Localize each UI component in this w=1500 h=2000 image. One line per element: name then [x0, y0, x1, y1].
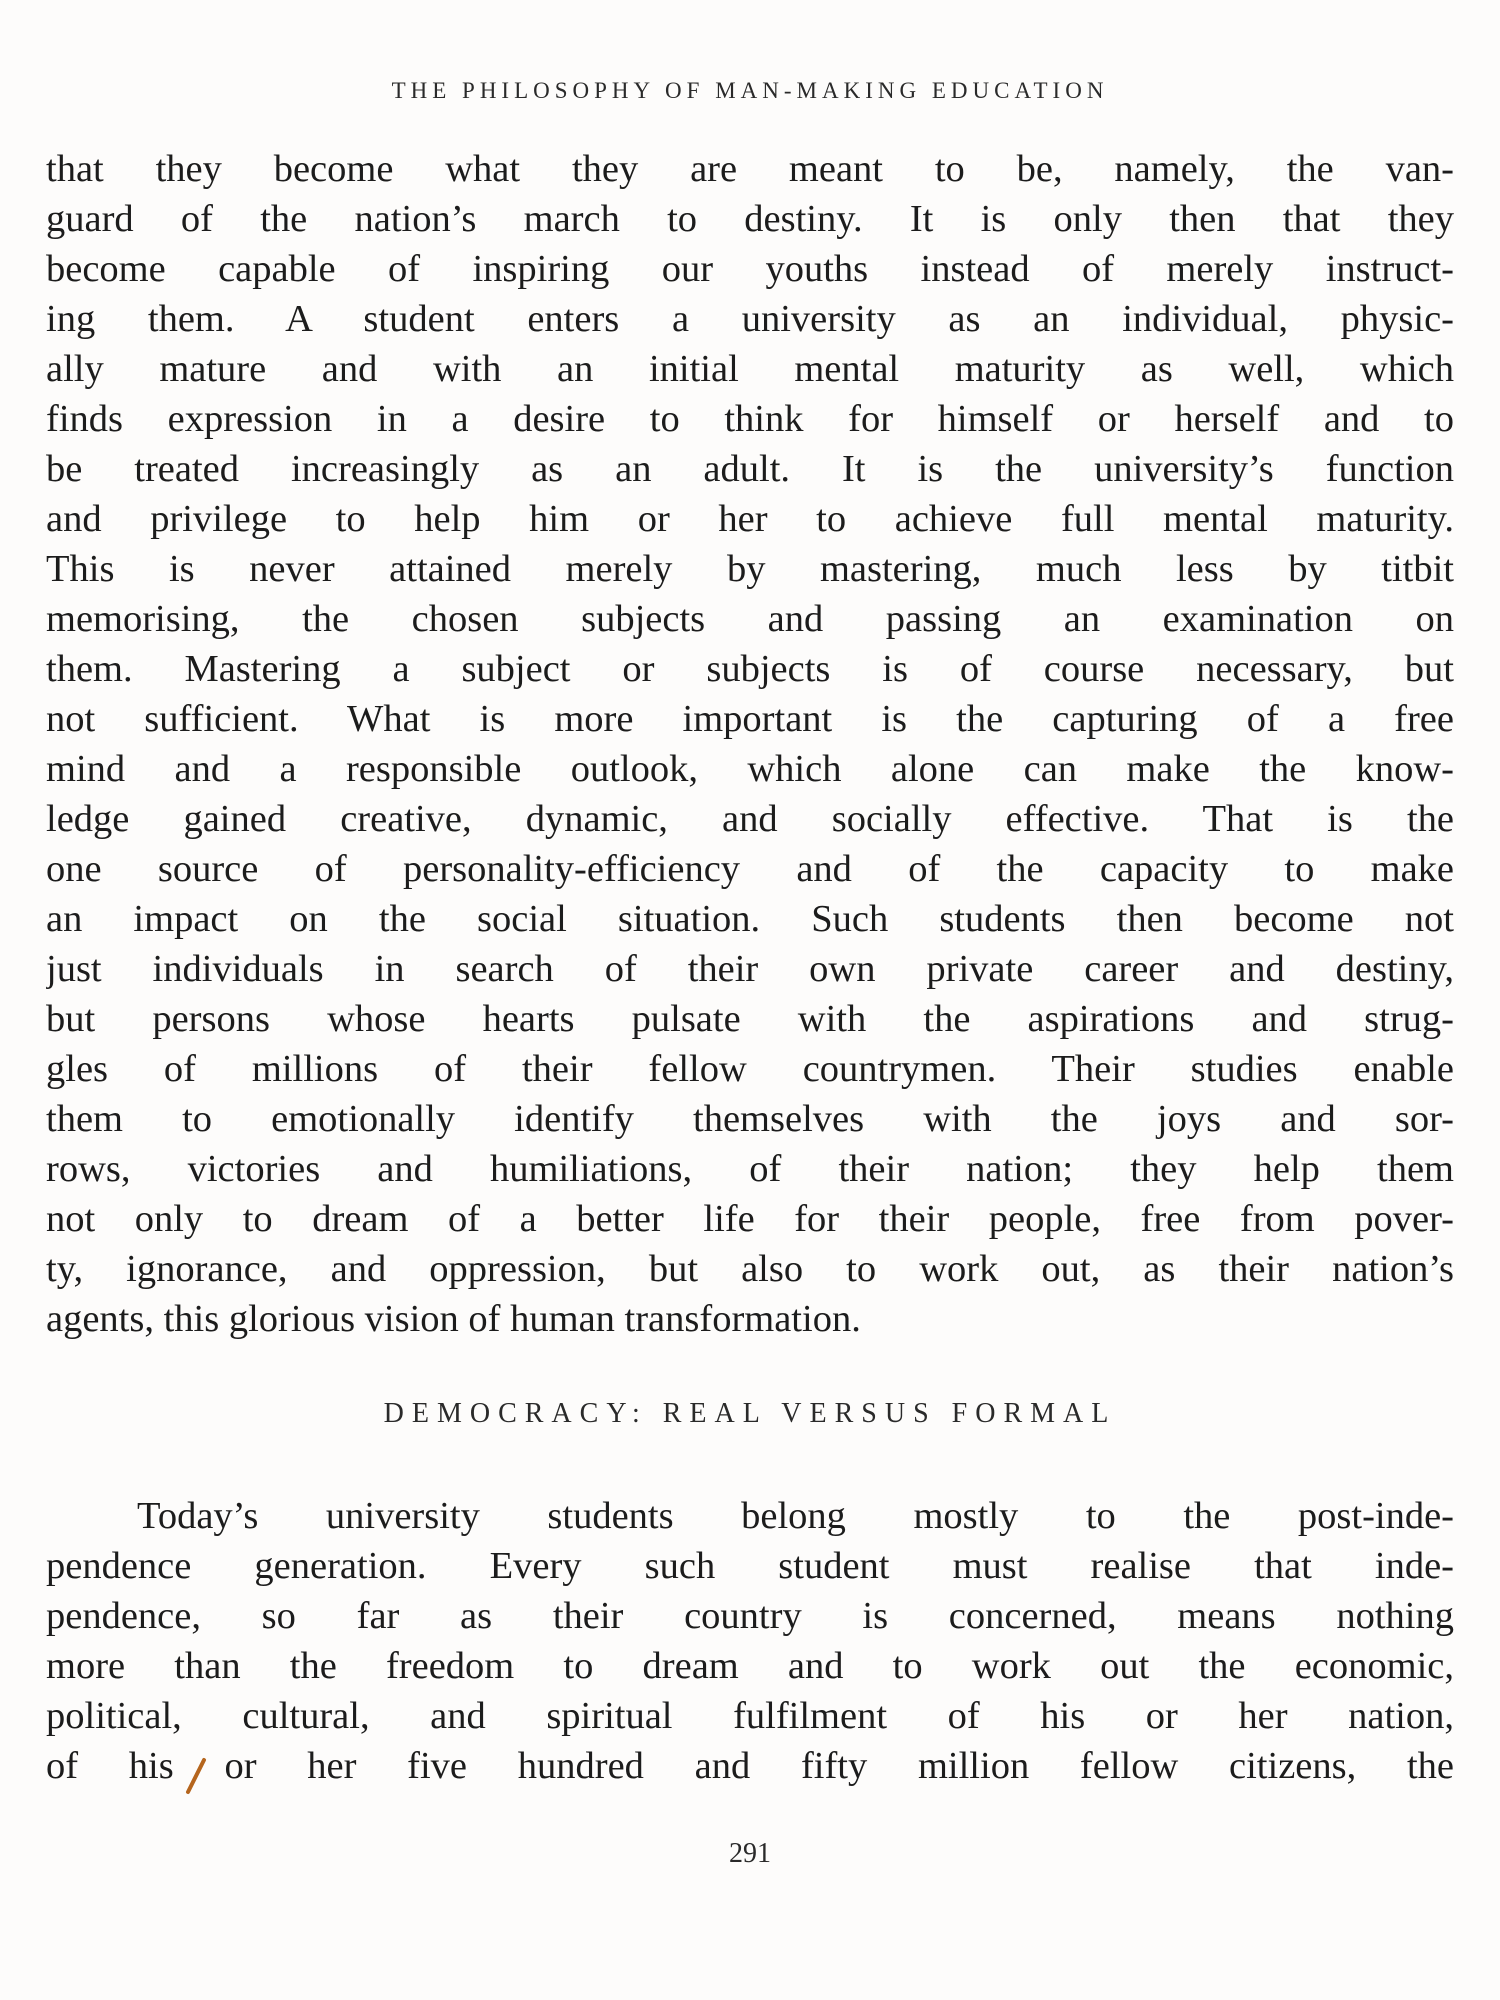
- text-line: ledge gained creative, dynamic, and socially effective. That is the: [46, 798, 1454, 840]
- running-head: THE PHILOSOPHY OF MAN-MAKING EDUCATION: [391, 78, 1109, 103]
- text-line: become capable of inspiring our youths instead of merely instruct-: [46, 248, 1454, 290]
- pencil-mark-icon: [180, 1756, 210, 1796]
- text-line: more than the freedom to dream and to work out the economic,: [46, 1645, 1454, 1687]
- text-line: them. Mastering a subject or subjects is of course necessary, but: [46, 648, 1454, 690]
- text-line: pendence generation. Every such student must realise that inde-: [46, 1545, 1454, 1587]
- text-line: of his or her five hundred and fifty million fellow citizens, the: [46, 1745, 1454, 1787]
- text-line: pendence, so far as their country is concerned, means nothing: [46, 1595, 1454, 1637]
- text-line: but persons whose hearts pulsate with the aspirations and strug-: [46, 998, 1454, 1040]
- text-line: and privilege to help him or her to achieve full mental maturity.: [46, 498, 1454, 540]
- text-line: Today’s university students belong mostly to the post-inde-: [137, 1495, 1454, 1537]
- text-line: that they become what they are meant to be, namely, the van-: [46, 148, 1454, 190]
- text-line: guard of the nation’s march to destiny. It is only then that they: [46, 198, 1454, 240]
- text-line: memorising, the chosen subjects and passing an examination on: [46, 598, 1454, 640]
- text-line: political, cultural, and spiritual fulfilment of his or her nation,: [46, 1695, 1454, 1737]
- text-line: gles of millions of their fellow countrymen. Their studies enable: [46, 1048, 1454, 1090]
- text-line: finds expression in a desire to think for himself or herself and to: [46, 398, 1454, 440]
- text-line: ty, ignorance, and oppression, but also to work out, as their nation’s: [46, 1248, 1454, 1290]
- text-line: agents, this glorious vision of human transformation.: [46, 1298, 861, 1340]
- text-line: just individuals in search of their own private career and destiny,: [46, 948, 1454, 990]
- section-heading: DEMOCRACY: REAL VERSUS FORMAL: [383, 1398, 1117, 1429]
- text-line: an impact on the social situation. Such students then become not: [46, 898, 1454, 940]
- text-line: one source of personality-efficiency and of the capacity to make: [46, 848, 1454, 890]
- paragraph-1: [46, 144, 1454, 1344]
- text-line: This is never attained merely by mastering, much less by titbit: [46, 548, 1454, 590]
- text-line: not only to dream of a better life for their people, free from pover-: [46, 1198, 1454, 1240]
- paragraph-2: [46, 1491, 1454, 1791]
- text-line: not sufficient. What is more important is the capturing of a free: [46, 698, 1454, 740]
- page-number: 291: [729, 1838, 771, 1869]
- text-line: ally mature and with an initial mental maturity as well, which: [46, 348, 1454, 390]
- text-line: rows, victories and humiliations, of their nation; they help them: [46, 1148, 1454, 1190]
- text-line: them to emotionally identify themselves with the joys and sor-: [46, 1098, 1454, 1140]
- text-line: ing them. A student enters a university as an individual, physic-: [46, 298, 1454, 340]
- text-line: mind and a responsible outlook, which alone can make the know-: [46, 748, 1454, 790]
- text-line: be treated increasingly as an adult. It is the university’s function: [46, 448, 1454, 490]
